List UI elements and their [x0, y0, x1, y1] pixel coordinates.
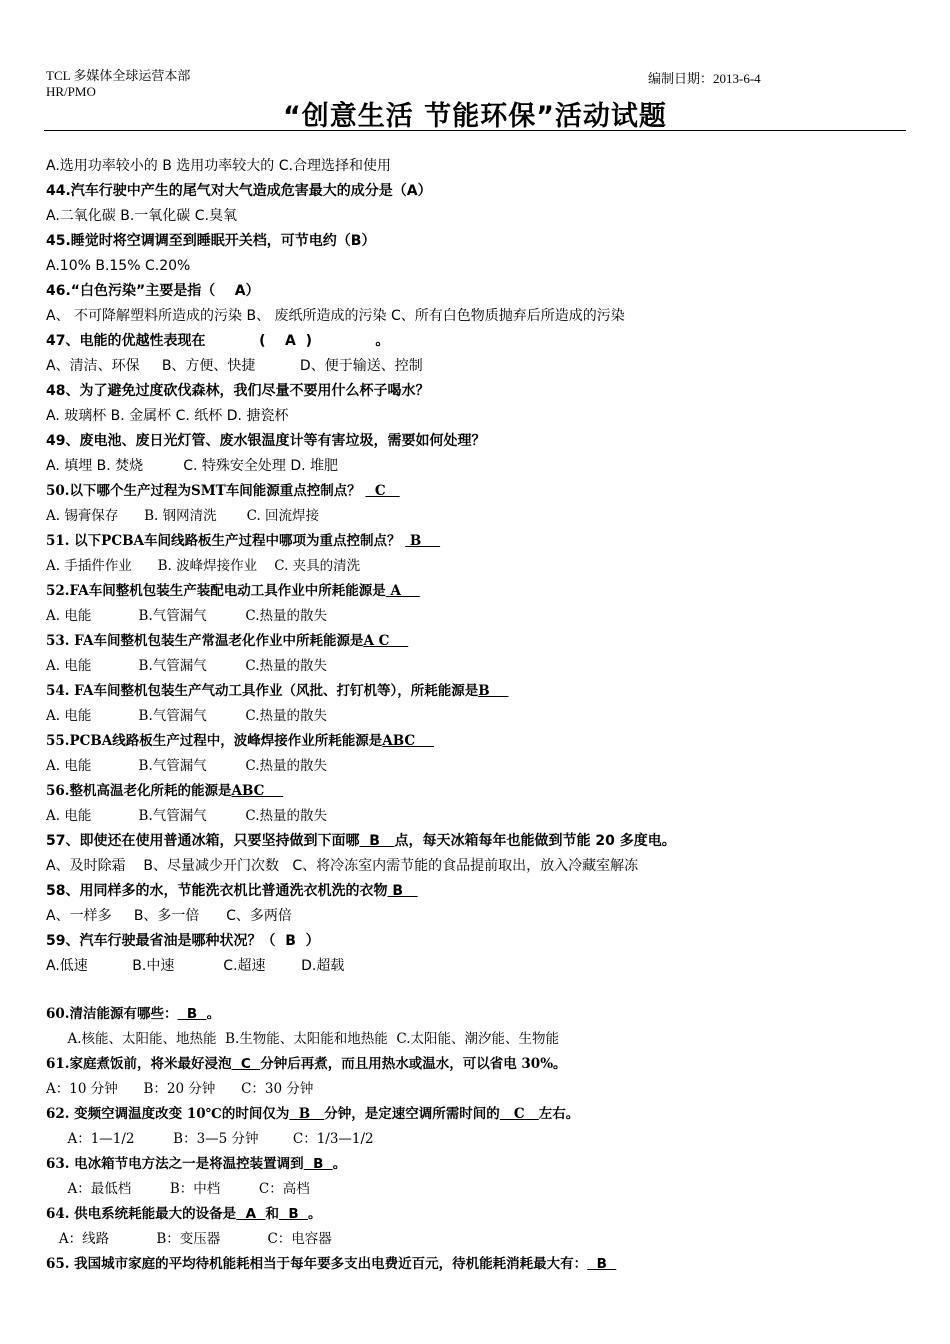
option-line: A. 填埋 B. 焚烧 C. 特殊安全处理 D. 堆肥: [46, 458, 339, 474]
question-58: 58、用同样多的水，节能洗衣机比普通洗衣机洗的衣物 B: [46, 883, 418, 899]
question-45: 45.睡觉时将空调调至到睡眠开关档，可节电约（B）: [46, 233, 376, 249]
option-line: A. 电能 B.气管漏气 C.热量的散失: [46, 658, 328, 674]
option-line: A、一样多 B、多一倍 C、多两倍: [46, 908, 292, 924]
question-57: 57、即使还在使用普通冰箱，只要坚持做到下面哪 B 点，每天冰箱每年也能做到节能 20 多度电。: [46, 833, 676, 849]
question-46: 46.“白色污染”主要是指（ A）: [46, 283, 260, 299]
option-line: A.10% B.15% C.20%: [46, 258, 191, 274]
question-61: 61.家庭煮饭前，将米最好浸泡 C 分钟后再煮，而且用热水或温水，可以省电 30%。: [46, 1056, 567, 1072]
answer-blank: A: [385, 583, 420, 599]
answer-blank: B: [387, 883, 418, 899]
question-65: 65. 我国城市家庭的平均待机能耗相当于每年要多支出电费近百元，待机能耗消耗最大有： B: [46, 1256, 617, 1272]
question-44: 44.汽车行驶中产生的尾气对大气造成危害最大的成分是（A）: [46, 183, 432, 199]
answer-blank: ABC: [231, 783, 284, 799]
page-title: “创意生活 节能环保”活动试题: [283, 101, 667, 132]
option-line: A：10 分钟 B：20 分钟 C：30 分钟: [46, 1081, 314, 1097]
option-line: A：1—1/2 B：3—5 分钟 C：1/3—1/2: [46, 1131, 374, 1147]
question-55: 55.PCBA线路板生产过程中，波峰焊接作业所耗能源是ABC: [46, 733, 434, 749]
question-62: 62. 变频空调温度改变 10℃的时间仅为 B 分钟，是定速空调所需时间的 C 左右。: [46, 1106, 580, 1122]
option-line: A、清洁、环保 B、方便、快捷 D、便于输送、控制: [46, 358, 423, 374]
answer-blank: B: [405, 533, 441, 549]
answer-blank: A: [236, 1206, 266, 1222]
question-60: 60.清洁能源有哪些： B 。: [46, 1006, 221, 1022]
question-47: 47、电能的优越性表现在 ( A ) 。: [46, 333, 390, 349]
answer-blank: B: [278, 1206, 309, 1222]
answer-blank: C: [365, 483, 400, 499]
answer-blank: B: [177, 1006, 207, 1022]
question-51: 51. 以下PCBA车间线路板生产过程中哪项为重点控制点？ B: [46, 533, 441, 549]
option-line: A、及时除霜 B、尽量减少开门次数 C、将冷冻室内需节能的食品提前取出，放入冷藏室解冻: [46, 858, 639, 874]
answer-blank: B: [478, 683, 509, 699]
option-line: A.核能、太阳能、地热能 B.生物能、太阳能和地热能 C.太阳能、潮汐能、生物能: [46, 1031, 560, 1047]
question-48: 48、为了避免过度砍伐森林，我们尽量不要用什么杯子喝水？: [46, 383, 430, 399]
question-63: 63. 电冰箱节电方法之一是将温控装置调到 B 。: [46, 1156, 347, 1172]
question-53: 53. FA车间整机包装生产常温老化作业中所耗能源是A C: [46, 633, 409, 649]
answer-blank: B: [587, 1256, 617, 1272]
answer-blank: B: [303, 1156, 333, 1172]
header-dept-name: TCL 多媒体全球运营本部: [46, 68, 191, 83]
option-line: A. 电能 B.气管漏气 C.热量的散失: [46, 808, 328, 824]
option-line: A. 玻璃杯 B. 金属杯 C. 纸杯 D. 搪瓷杯: [46, 408, 289, 424]
option-line: A. 手插件作业 B. 波峰焊接作业 C. 夹具的清洗: [46, 558, 361, 574]
option-line: A. 电能 B.气管漏气 C.热量的散失: [46, 608, 328, 624]
option-line: A：最低档 B：中档 C：高档: [46, 1181, 310, 1197]
option-line: A：线路 B：变压器 C：电容器: [46, 1231, 332, 1247]
option-line: A. 锡膏保存 B. 钢网清洗 C. 回流焊接: [46, 508, 320, 524]
option-line: A、 不可降解塑料所造成的污染 B、 废纸所造成的污染 C、所有白色物质抛弃后所造成的污染: [46, 308, 625, 324]
question-59: 59、汽车行驶最省油是哪种状况？（ B ）: [46, 933, 320, 949]
answer-blank: B: [289, 1106, 325, 1122]
header-sub: HR/PMO: [46, 84, 96, 99]
question-49: 49、废电池、废日光灯管、废水银温度计等有害垃圾，需要如何处理？: [46, 433, 486, 449]
question-54: 54. FA车间整机包装生产气动工具作业（风批、打钉机等），所耗能源是B: [46, 683, 509, 699]
header-date: 编制日期：2013-6-4: [648, 71, 761, 86]
option-line: A.二氧化碳 B.一氧化碳 C.臭氧: [46, 208, 237, 224]
option-line: A. 电能 B.气管漏气 C.热量的散失: [46, 758, 328, 774]
answer-blank: C: [231, 1056, 261, 1072]
answer-blank: ABC: [382, 733, 434, 749]
question-56: 56.整机高温老化所耗的能源是ABC: [46, 783, 284, 799]
answer-blank: C: [499, 1106, 539, 1122]
question-52: 52.FA车间整机包装生产装配电动工具作业中所耗能源是 A: [46, 583, 420, 599]
question-50: 50.以下哪个生产过程为SMT车间能源重点控制点？ C: [46, 483, 400, 499]
title-rule: [44, 130, 906, 131]
answer-blank: B: [359, 833, 395, 849]
option-line: A.选用功率较小的 B 选用功率较大的 C.合理选择和使用: [46, 158, 391, 174]
answer-blank: A C: [363, 633, 409, 649]
question-64: 64. 供电系统耗能最大的设备是 A 和 B 。: [46, 1206, 322, 1222]
option-line: A. 电能 B.气管漏气 C.热量的散失: [46, 708, 328, 724]
option-line: A.低速 B.中速 C.超速 D.超载: [46, 958, 345, 974]
